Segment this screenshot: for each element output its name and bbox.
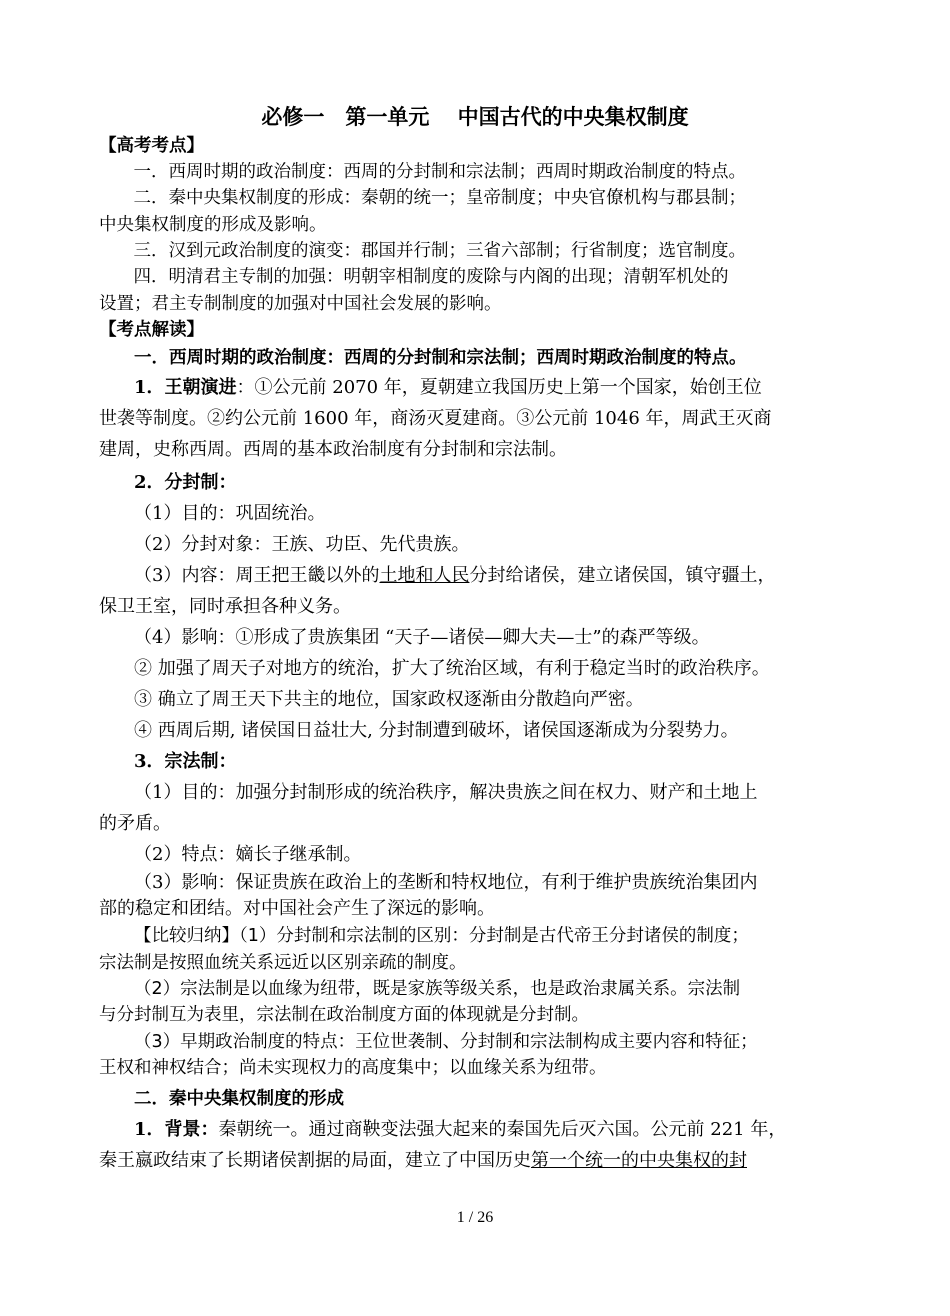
zongfa-purpose-a: （1）目的：加强分封制形成的统治秩序，解决贵族之间在权力、财产和土地上 xyxy=(134,782,758,803)
fengjian-impact-4: ④ 西周后期, 诸侯国日益壮大, 分封制遭到破坏，诸侯国逐渐成为分裂势力。 xyxy=(134,720,739,741)
fengjian-content-underlined: 土地和人民 xyxy=(379,565,470,586)
compare-f: 王权和神权结合；尚未实现权力的高度集中；以血缘关系为纽带。 xyxy=(99,1058,607,1078)
compare-c: （2）宗法制是以血缘为纽带，既是家族等级关系，也是政治隶属关系。宗法制 xyxy=(134,979,741,999)
dynasty-line-1 xyxy=(134,376,762,400)
dynasty-line-2: 世袭等制度。②约公元前 1600 年，商汤灭夏建商。③公元前 1046 年，周武王灭商 xyxy=(99,408,772,429)
fengjian-impact-2: ② 加强了周天子对地方的统治，扩大了统治区域，有利于稳定当时的政治秩序。 xyxy=(134,658,770,679)
fengjian-content-pre: （3）内容：周王把王畿以外的 xyxy=(134,565,380,586)
dynasty-line-3: 建周，史称西周。西周的基本政治制度有分封制和宗法制。 xyxy=(99,439,567,460)
compare-d: 与分封制互为表里，宗法制在政治制度方面的体现就是分封制。 xyxy=(99,1005,589,1025)
exam-point-1: 一．西周时期的政治制度：西周的分封制和宗法制；西周时期政治制度的特点。 xyxy=(116,162,746,182)
part2-heading: 二．秦中央集权制度的形成 xyxy=(134,1089,344,1109)
exam-point-2b: 中央集权制度的形成及影响。 xyxy=(99,215,327,235)
exam-points-heading: 【高考考点】 xyxy=(99,136,204,156)
background-line-1 xyxy=(134,1118,786,1142)
fengjian-impact-3: ③ 确立了周王天下共主的地位，国家政权逐渐由分散趋向严密。 xyxy=(134,689,644,710)
background-text-underlined: 第一个统一的中央集权的封 xyxy=(531,1150,747,1171)
fengjian-content-post: 分封给诸侯，建立诸侯国，镇守疆土， xyxy=(469,565,776,586)
fengjian-heading: 2．分封制： xyxy=(134,472,237,493)
exam-point-2a: 二．秦中央集权制度的形成：秦朝的统一；皇帝制度；中央官僚机构与郡县制； xyxy=(116,188,746,208)
background-line-2 xyxy=(99,1149,747,1173)
zongfa-heading: 3．宗法制： xyxy=(134,751,237,772)
exam-point-4a: 四．明清君主专制的加强：明朝宰相制度的废除与内阁的出现；清朝军机处的 xyxy=(116,267,729,287)
dynasty-text-a: ：①公元前 2070 年，夏朝建立我国历史上第一个国家，始创王位 xyxy=(236,377,762,398)
document-title: 必修一 第一单元 中国古代的中央集权制度 xyxy=(261,105,689,129)
dynasty-label: 1．王朝演进 xyxy=(134,377,237,398)
fengjian-purpose: （1）目的：巩固统治。 xyxy=(134,503,326,524)
fengjian-content xyxy=(134,564,775,588)
zongfa-feature: （2）特点：嫡长子继承制。 xyxy=(134,844,362,865)
analysis-heading: 【考点解读】 xyxy=(99,320,204,340)
zongfa-impact-a: （3）影响：保证贵族在政治上的垄断和特权地位，有利于维护贵族统治集团内 xyxy=(134,872,758,893)
exam-point-4b: 设置；君主专制制度的加强对中国社会发展的影响。 xyxy=(99,294,502,314)
compare-a: 【比较归纳】（1）分封制和宗法制的区别：分封制是古代帝王分封诸侯的制度； xyxy=(134,926,749,946)
fengjian-content-b: 保卫王室，同时承担各种义务。 xyxy=(99,596,351,617)
background-label: 1．背景： xyxy=(134,1119,219,1140)
compare-b: 宗法制是按照血统关系远近以区别亲疏的制度。 xyxy=(99,953,467,973)
part1-heading: 一．西周时期的政治制度：西周的分封制和宗法制；西周时期政治制度的特点。 xyxy=(134,348,747,368)
exam-point-3: 三．汉到元政治制度的演变：郡国并行制；三省六部制；行省制度；选官制度。 xyxy=(116,241,746,261)
zongfa-purpose-b: 的矛盾。 xyxy=(99,813,171,834)
fengjian-impact-1: （4）影响：①形成了贵族集团 “天子—诸侯—卿大夫—士”的森严等级。 xyxy=(134,627,710,648)
compare-e: （3）早期政治制度的特点：王位世袭制、分封制和宗法制构成主要内容和特征； xyxy=(134,1032,758,1052)
zongfa-impact-b: 部的稳定和团结。对中国社会产生了深远的影响。 xyxy=(99,898,495,919)
background-text-b: 秦王嬴政结束了长期诸侯割据的局面，建立了中国历史 xyxy=(99,1150,531,1171)
background-text-a: 秦朝统一。通过商鞅变法强大起来的秦国先后灭六国。公元前 221 年， xyxy=(218,1119,787,1140)
page-number: 1 / 26 xyxy=(456,1209,494,1226)
fengjian-targets: （2）分封对象：王族、功臣、先代贵族。 xyxy=(134,534,470,555)
